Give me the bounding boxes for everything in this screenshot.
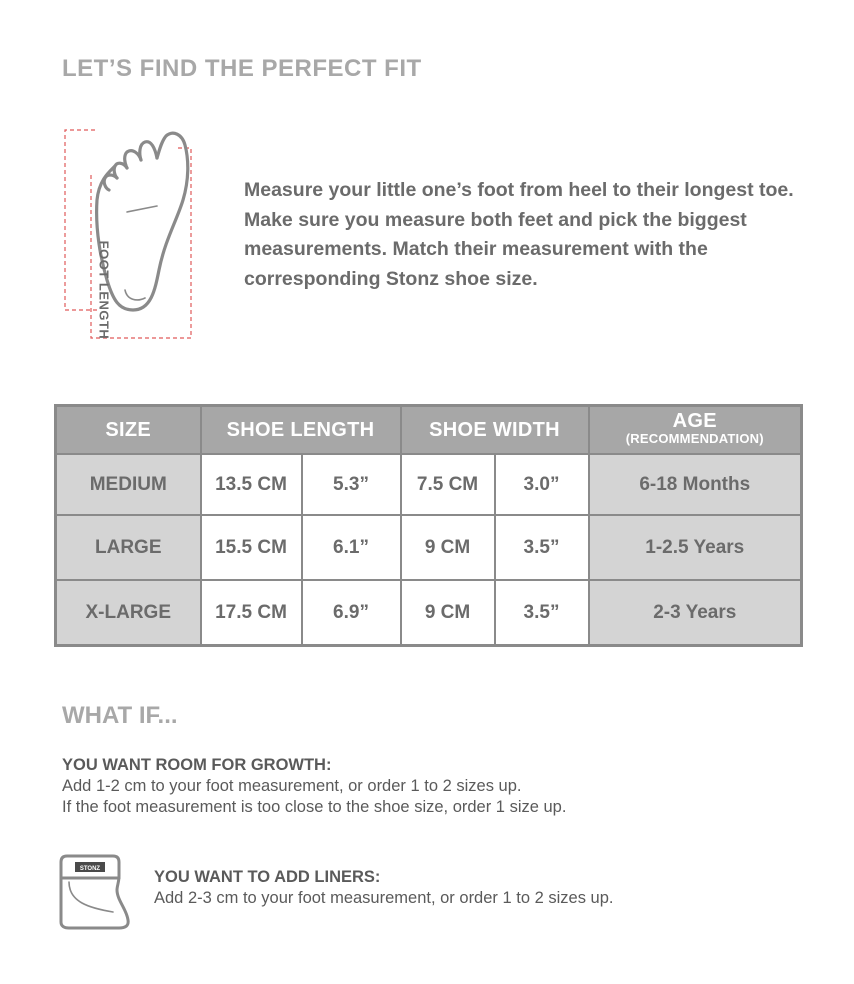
growth-heading: YOU WANT ROOM FOR GROWTH:	[62, 756, 332, 774]
header-age	[589, 406, 802, 455]
header-shoe-length: SHOE LENGTH	[201, 406, 401, 455]
cell-width-in: 3.5”	[495, 580, 589, 646]
intro-text: Measure your little one’s foot from heel to their longest toe. Make sure you measure both feet and pick the biggest measurements. Match their measurement with the corresponding Stonz shoe size.	[244, 179, 794, 290]
page-title: LET’S FIND THE PERFECT FIT	[62, 55, 422, 82]
foot-length-guide	[65, 130, 97, 310]
cell-length-in: 5.3”	[302, 454, 401, 515]
table-header-row	[56, 406, 802, 455]
header-age-label: AGE	[672, 410, 717, 432]
table-row	[56, 515, 802, 580]
foot-illustration	[55, 120, 215, 360]
cell-size: X-LARGE	[56, 580, 201, 646]
cell-length-cm: 17.5 CM	[201, 580, 302, 646]
cell-width-in: 3.0”	[495, 454, 589, 515]
liner-sock-icon	[55, 852, 135, 934]
foot-length-label: FOOT LENGTH	[96, 240, 112, 340]
cell-width-cm: 9 CM	[401, 580, 495, 646]
cell-width-cm: 7.5 CM	[401, 454, 495, 515]
liners-heading: YOU WANT TO ADD LINERS:	[154, 868, 381, 886]
what-if-title: WHAT IF...	[62, 702, 178, 729]
size-chart-table	[54, 404, 803, 647]
cell-width-cm: 9 CM	[401, 515, 495, 580]
cell-width-in: 3.5”	[495, 515, 589, 580]
cell-size: LARGE	[56, 515, 201, 580]
growth-line-1: Add 1-2 cm to your foot measurement, or order 1 to 2 sizes up.	[62, 777, 522, 795]
table-row	[56, 580, 802, 646]
cell-length-in: 6.9”	[302, 580, 401, 646]
table-row	[56, 454, 802, 515]
cell-size: MEDIUM	[56, 454, 201, 515]
foot-outline-icon	[55, 120, 215, 360]
header-age-sub: (RECOMMENDATION)	[625, 431, 764, 446]
cell-age: 6-18 Months	[589, 454, 802, 515]
cell-length-cm: 15.5 CM	[201, 515, 302, 580]
header-shoe-width: SHOE WIDTH	[401, 406, 589, 455]
header-size: SIZE	[56, 406, 201, 455]
liner-icon-label: STONZ	[79, 866, 101, 872]
liners-line-1: Add 2-3 cm to your foot measurement, or order 1 to 2 sizes up.	[154, 889, 614, 907]
growth-line-2: If the foot measurement is too close to the shoe size, order 1 size up.	[62, 798, 567, 816]
cell-age: 2-3 Years	[589, 580, 802, 646]
cell-length-cm: 13.5 CM	[201, 454, 302, 515]
cell-age: 1-2.5 Years	[589, 515, 802, 580]
cell-length-in: 6.1”	[302, 515, 401, 580]
